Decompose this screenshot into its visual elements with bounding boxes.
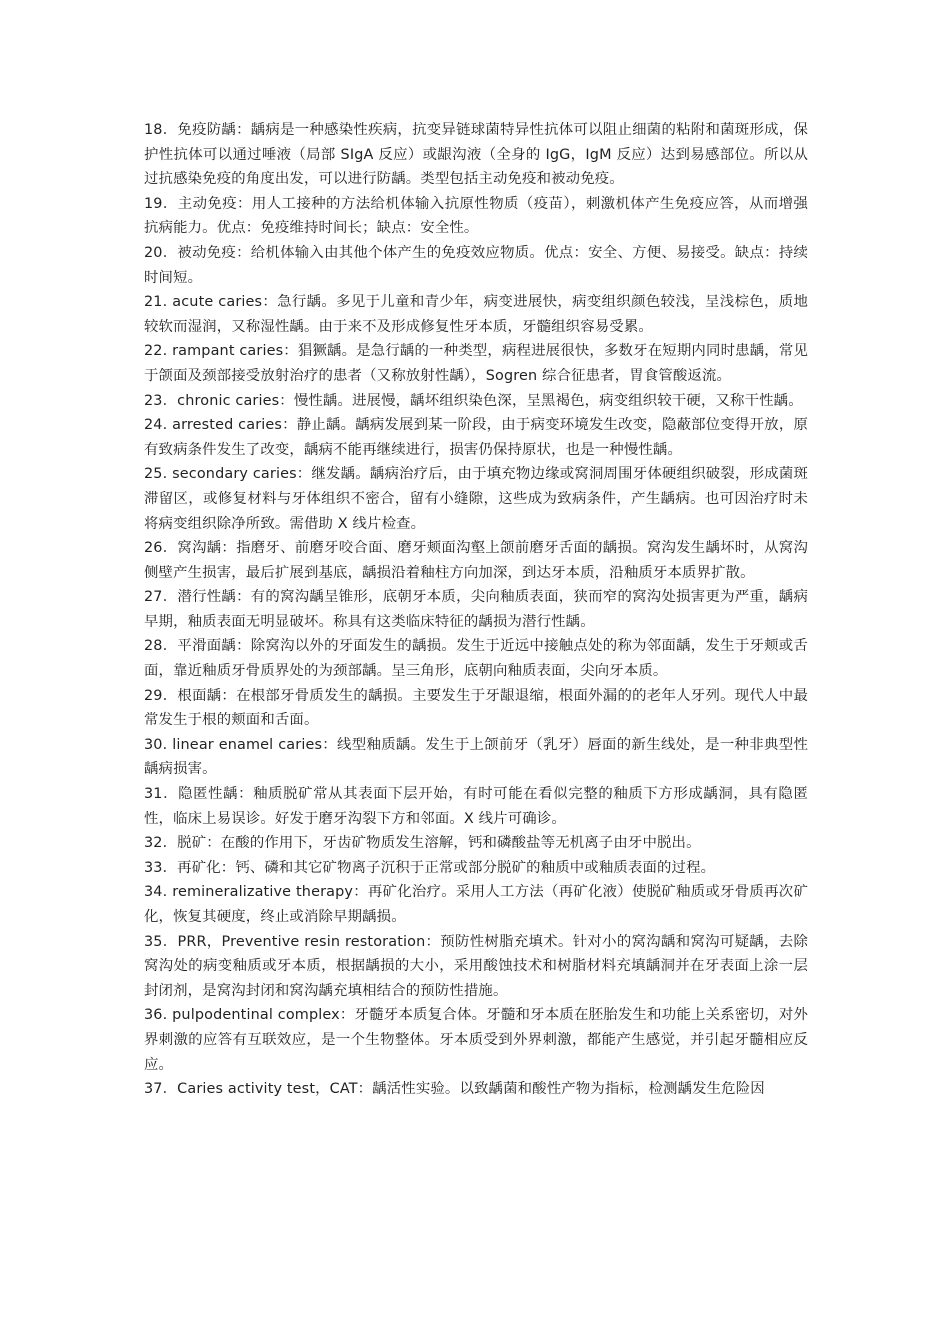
entry-18: 18．免疫防龋：龋病是一种感染性疾病，抗变异链球菌特异性抗体可以阻止细菌的粘附和菌斑形成，保护性抗体可以通过唾液（局部 SIgA 反应）或龈沟液（全身的 IgG，IgM 反应）达到易感部位。所以从过抗感染免疫的角度出发，可以进行防龋。类型包括主动免疫和被动免疫。 [144,122,808,188]
entry-36: 36. pulpodentinal complex：牙髓牙本质复合体。牙髓和牙本质在胚胎发生和功能上关系密切，对外界刺激的应答有互联效应，是一个生物整体。牙本质受到外界刺激，都能产生感觉，并引起牙髓相应反应。 [144,1007,808,1073]
entry-34: 34. remineralizative therapy：再矿化治疗。采用人工方法（再矿化液）使脱矿釉质或牙骨质再次矿化，恢复其硬度，终止或消除早期龋损。 [144,884,808,925]
entry-27: 27．潜行性龋：有的窝沟龋呈锥形，底朝牙本质，尖向釉质表面，狭而窄的窝沟处损害更为严重，龋病早期，釉质表面无明显破坏。称具有这类临床特征的龋损为潜行性龋。 [144,589,808,630]
entry-37: 37．Caries activity test，CAT：龋活性实验。以致龋菌和酸性产物为指标，检测龋发生危险因 [144,1081,765,1098]
entry-24: 24. arrested caries：静止龋。龋病发展到某一阶段，由于病变环境发生改变，隐蔽部位变得开放，原有致病条件发生了改变，龋病不能再继续进行，损害仍保持原状，也是一种慢性龋。 [144,417,808,458]
entry-30: 30. linear enamel caries：线型釉质龋。发生于上颌前牙（乳牙）唇面的新生线处，是一种非典型性龋病损害。 [144,736,808,778]
entry-20: 20．被动免疫：给机体输入由其他个体产生的免疫效应物质。优点：安全、方便、易接受。缺点：持续时间短。 [144,244,808,286]
entry-23: 23．chronic caries：慢性龋。进展慢，龋坏组织染色深，呈黑褐色，病变组织较干硬，又称干性龋。 [144,392,803,409]
entry-26: 26．窝沟龋：指磨牙、前磨牙咬合面、磨牙颊面沟壑上颌前磨牙舌面的龋损。窝沟发生龋坏时，从窝沟侧壁产生损害，最后扩展到基底，龋损沿着釉柱方向加深，到达牙本质，沿釉质牙本质界扩散。 [144,540,808,581]
entry-31: 31．隐匿性龋：釉质脱矿常从其表面下层开始，有时可能在看似完整的釉质下方形成龋洞，具有隐匿性，临床上易误诊。好发于磨牙沟裂下方和邻面。X 线片可确诊。 [144,786,808,827]
document-page [144,118,808,1102]
entry-29: 29．根面龋：在根部牙骨质发生的龋损。主要发生于牙龈退缩，根面外漏的的老年人牙列。现代人中最常发生于根的颊面和舌面。 [144,687,808,729]
entry-32: 32．脱矿：在酸的作用下，牙齿矿物质发生溶解，钙和磷酸盐等无机离子由牙中脱出。 [144,835,701,852]
entry-33: 33．再矿化：钙、磷和其它矿物离子沉积于正常或部分脱矿的釉质中或釉质表面的过程。 [144,859,716,876]
entry-35: 35．PRR，Preventive resin restoration：预防性树脂充填术。针对小的窝沟龋和窝沟可疑龋，去除窝沟处的病变釉质或牙本质，根据龋损的大小，采用酸蚀技术和树脂材料充填龋洞并在牙表面上涂一层封闭剂，是窝沟封闭和窝沟龋充填相结合的预防性措施。 [144,933,808,999]
entry-28: 28．平滑面龋：除窝沟以外的牙面发生的龋损。发生于近远中接触点处的称为邻面龋，发生于牙颊或舌面，靠近釉质牙骨质界处的为颈部龋。呈三角形，底朝向釉质表面，尖向牙本质。 [144,638,808,680]
entry-21: 21. acute caries：急行龋。多见于儿童和青少年，病变进展快，病变组织颜色较浅，呈浅棕色，质地较软而湿润，又称湿性龋。由于来不及形成修复性牙本质，牙髓组织容易受累。 [144,294,808,335]
entry-22: 22. rampant caries：猖獗龋。是急行龋的一种类型，病程进展很快，多数牙在短期内同时患龋，常见于颌面及颈部接受放射治疗的患者（又称放射性龋），Sogren 综合征患者，胃食管酸返流。 [144,343,808,384]
entry-25: 25. secondary caries：继发龋。龋病治疗后，由于填充物边缘或窝洞周围牙体硬组织破裂，形成菌斑滞留区，或修复材料与牙体组织不密合，留有小缝隙，这些成为致病条件，产生龋病。也可因治疗时未将病变组织除净所致。需借助 X 线片检查。 [144,466,808,532]
entry-19: 19．主动免疫：用人工接种的方法给机体输入抗原性物质（疫苗），刺激机体产生免疫应答，从而增强抗病能力。优点：免疫维持时间长；缺点：安全性。 [144,195,808,237]
